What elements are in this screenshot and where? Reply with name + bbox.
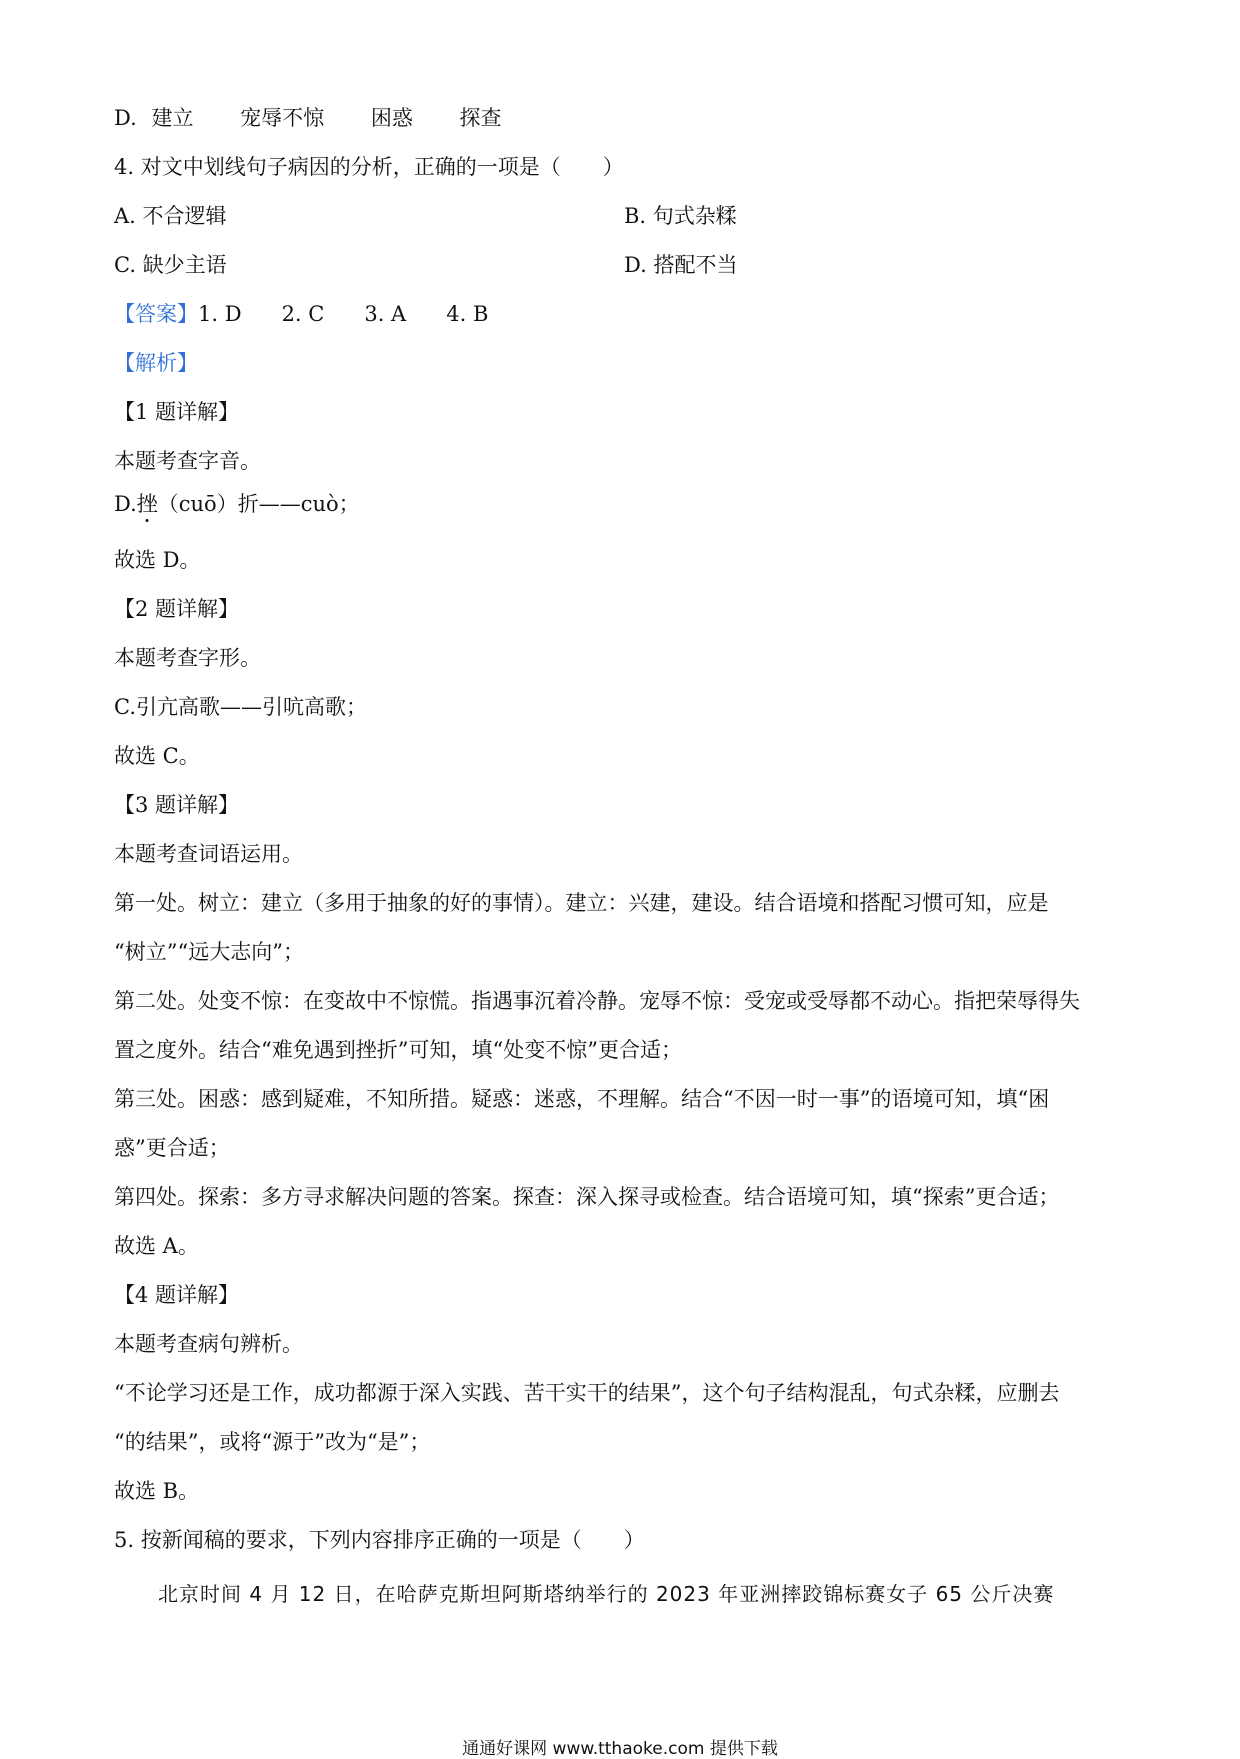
d1-title: 【1 题详解】 [114, 400, 240, 424]
d4-p1a: “不论学习还是工作，成功都源于深入实践、苦干实干的结果”，这个句子结构混乱，句式杂糅，应删去 [114, 1381, 1060, 1405]
d3-p2a: 第二处。处变不惊：在变故中不惊慌。指遇事沉着冷静。宠辱不惊：受宠或受辱都不动心。指把荣辱得失 [114, 989, 1080, 1013]
analysis-tag: 【解析】 [114, 351, 198, 375]
d3-choose: 故选 A。 [114, 1234, 199, 1258]
d4-choose: 故选 B。 [114, 1479, 200, 1503]
q4-option-d: D. 搭配不当 [624, 253, 738, 277]
d3-p1a: 第一处。树立：建立（多用于抽象的好的事情）。建立：兴建，建设。结合语境和搭配习惯可知，应是 [114, 891, 1049, 915]
d4-p1b: “的结果”，或将“源于”改为“是”； [114, 1430, 431, 1454]
d1-detail: D.挫（cuō）折——cuò； [114, 492, 360, 516]
d3-p1b: “树立”“远大志向”； [114, 940, 304, 964]
q4-option-c: C. 缺少主语 [114, 253, 227, 277]
d2-intro: 本题考查字形。 [114, 646, 261, 670]
answer-line: 【答案】1. D 2. C 3. A 4. B [114, 302, 489, 326]
d1-choose: 故选 D。 [114, 548, 201, 572]
answer-tag: 【答案】 [114, 302, 198, 326]
q3-option-d: D. 建立 宠辱不惊 困惑 探查 [114, 106, 502, 130]
d3-intro: 本题考查词语运用。 [114, 842, 303, 866]
q5-news-text: 北京时间 4 月 12 日，在哈萨克斯坦阿斯塔纳举行的 2023 年亚洲摔跤锦标赛女子 65 公斤决赛 [158, 1582, 1055, 1606]
d3-p3a: 第三处。困惑：感到疑难，不知所措。疑惑：迷惑，不理解。结合“不因一时一事”的语境可知，填“困 [114, 1087, 1050, 1111]
d2-detail: C.引亢高歌——引吭高歌； [114, 695, 367, 719]
q4-option-a: A. 不合逻辑 [114, 204, 227, 228]
emphasis-dot-char: 挫 [136, 492, 158, 516]
q5-stem: 5. 按新闻稿的要求，下列内容排序正确的一项是（ ） [114, 1528, 645, 1552]
d2-title: 【2 题详解】 [114, 597, 240, 621]
d1-intro: 本题考查字音。 [114, 449, 261, 473]
d4-title: 【4 题详解】 [114, 1283, 240, 1307]
d2-choose: 故选 C。 [114, 744, 200, 768]
d3-p2b: 置之度外。结合“难免遇到挫折”可知，填“处变不惊”更合适； [114, 1038, 682, 1062]
d3-p4: 第四处。探索：多方寻求解决问题的答案。探查：深入探寻或检查。结合语境可知，填“探索”更合适； [114, 1185, 1060, 1209]
q4-stem: 4. 对文中划线句子病因的分析，正确的一项是（ ） [114, 155, 624, 179]
page-footer: 通通好课网 www.tthaoke.com 提供下载 [462, 1739, 778, 1759]
d4-intro: 本题考查病句辨析。 [114, 1332, 303, 1356]
q4-option-b: B. 句式杂糅 [624, 204, 737, 228]
d3-p3b: 惑”更合适； [114, 1136, 230, 1160]
d3-title: 【3 题详解】 [114, 793, 240, 817]
